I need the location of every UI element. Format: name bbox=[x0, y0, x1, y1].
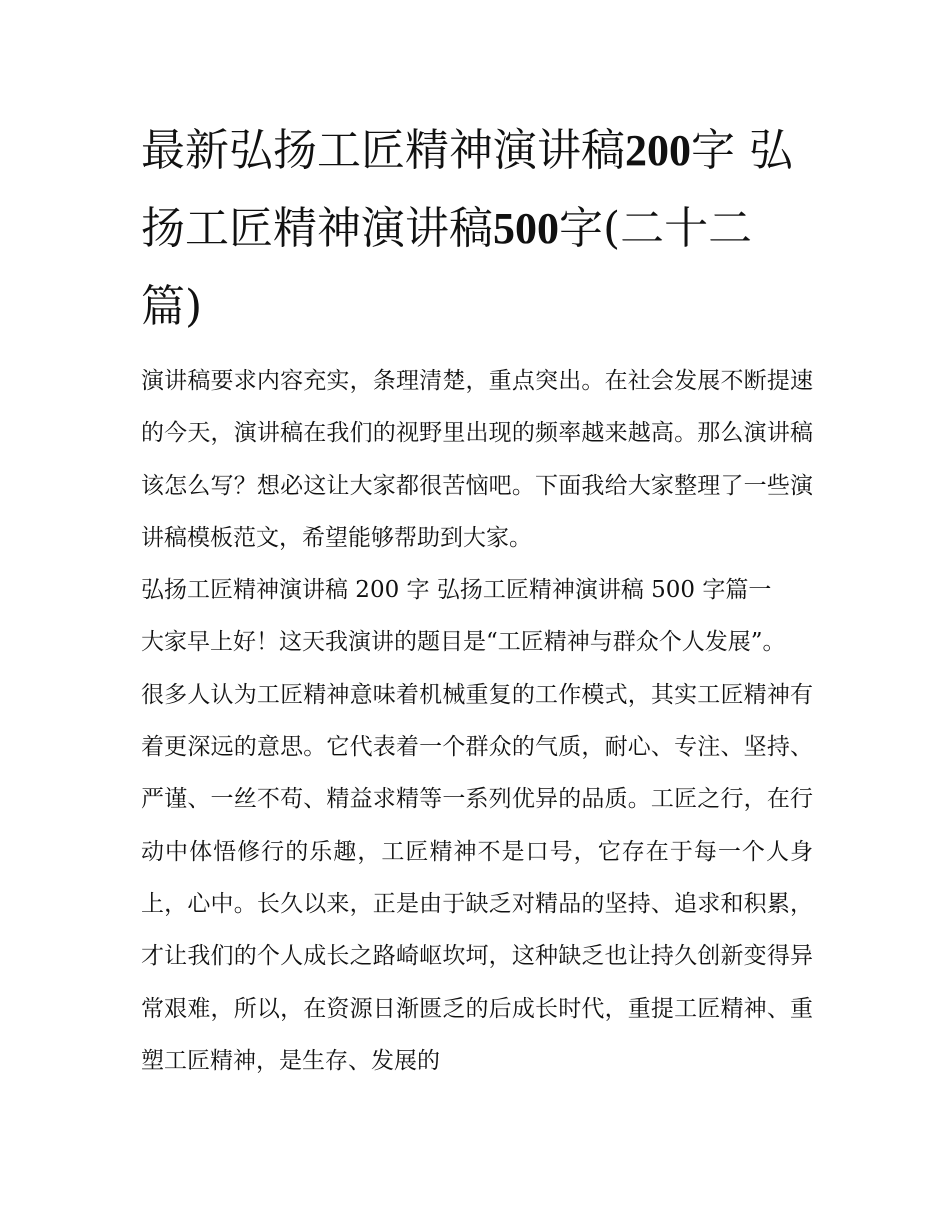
intro-paragraph: 演讲稿要求内容充实，条理清楚，重点突出。在社会发展不断提速的今天，演讲稿在我们的视野里出现的频率越来越高。那么演讲稿该怎么写？想必这让大家都很苦恼吧。下面我给大家整理了一些演讲稿模板范文，希望能够帮助到大家。 bbox=[141, 368, 813, 551]
document-title bbox=[141, 112, 813, 346]
body-paragraph: 很多人认为工匠精神意味着机械重复的工作模式，其实工匠精神有着更深远的意思。它代表着一个群众的气质，耐心、专注、坚持、严谨、一丝不苟、精益求精等一系列优异的品质。工匠之行，在行动中体悟修行的乐趣，工匠精神不是口号，它存在于每一个人身上，心中。长久以来，正是由于缺乏对精品的坚持、追求和积累，才让我们的个人成长之路崎岖坎坷，这种缺乏也让持久创新变得异常艰难，所以，在资源日渐匮乏的后成长时代，重提工匠精神、重塑工匠精神，是生存、发展的 bbox=[141, 681, 813, 1074]
title-part-3: 字(二十二篇) bbox=[141, 203, 753, 332]
title-part-1: 最新弘扬工匠精神演讲稿 bbox=[141, 125, 625, 176]
title-number-200: 200 bbox=[625, 126, 691, 175]
title-part-2: 字 弘扬工匠精神演讲稿 bbox=[141, 125, 793, 254]
greeting-paragraph: 大家早上好！这天我演讲的题目是“工匠精神与群众个人发展”。 bbox=[141, 629, 786, 656]
title-number-500: 500 bbox=[493, 204, 559, 253]
document-body bbox=[141, 355, 813, 1087]
section-heading: 弘扬工匠精神演讲稿 200 字 弘扬工匠精神演讲稿 500 字篇一 bbox=[141, 577, 772, 604]
